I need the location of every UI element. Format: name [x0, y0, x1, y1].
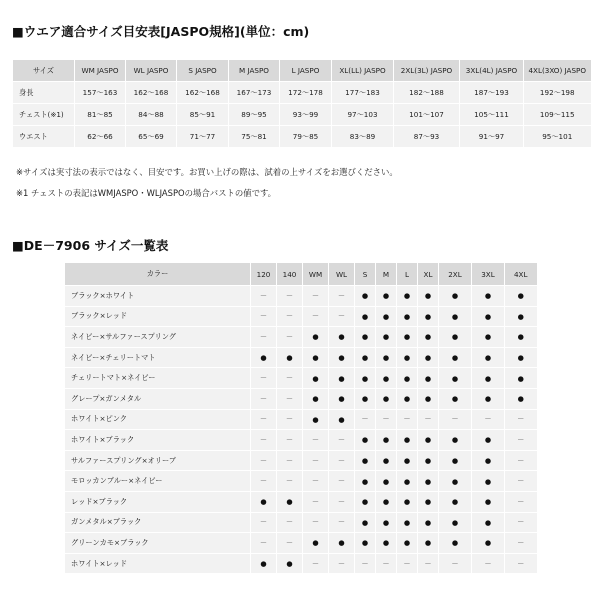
- unavailable-mark: －: [505, 553, 537, 573]
- measurement-value: 97〜103: [332, 104, 394, 126]
- unavailable-mark: －: [355, 409, 376, 430]
- available-mark: ●: [439, 327, 472, 348]
- unavailable-mark: －: [418, 409, 439, 430]
- unavailable-mark: －: [251, 450, 277, 471]
- unavailable-mark: －: [303, 491, 329, 512]
- available-mark: ●: [329, 533, 355, 554]
- available-mark: ●: [376, 533, 397, 554]
- unavailable-mark: －: [505, 471, 537, 492]
- measurement-value: 177〜183: [332, 82, 394, 104]
- size-availability-table: [64, 263, 537, 573]
- available-mark: ●: [439, 368, 472, 389]
- unavailable-mark: －: [277, 533, 303, 554]
- unavailable-mark: －: [329, 430, 355, 451]
- size-column-header: WM JASPO: [75, 60, 126, 82]
- measurement-label: 身長: [13, 82, 75, 104]
- available-mark: ●: [418, 450, 439, 471]
- measurement-value: 75〜81: [229, 126, 280, 148]
- unavailable-mark: －: [277, 430, 303, 451]
- available-mark: ●: [418, 286, 439, 307]
- table-row: [65, 471, 537, 492]
- table-row: [65, 327, 537, 348]
- unavailable-mark: －: [418, 553, 439, 573]
- available-mark: ●: [505, 306, 537, 327]
- available-mark: ●: [439, 533, 472, 554]
- available-mark: ●: [439, 512, 472, 533]
- available-mark: ●: [251, 553, 277, 573]
- measurement-value: 93〜99: [280, 104, 332, 126]
- size-header: 4XL: [505, 263, 537, 286]
- unavailable-mark: －: [277, 368, 303, 389]
- available-mark: ●: [397, 533, 418, 554]
- measurement-value: 105〜111: [460, 104, 524, 126]
- available-mark: ●: [303, 347, 329, 368]
- unavailable-mark: －: [329, 512, 355, 533]
- chest-footnote: ※1 チェストの表記はWMJASPO・WLJASPOの場合バストの値です。: [16, 188, 277, 198]
- available-mark: ●: [505, 388, 537, 409]
- unavailable-mark: －: [329, 306, 355, 327]
- size-chart-header-row: [13, 60, 591, 82]
- unavailable-mark: －: [277, 306, 303, 327]
- available-mark: ●: [329, 409, 355, 430]
- size-header: 120: [251, 263, 277, 286]
- measurement-value: 167〜173: [229, 82, 280, 104]
- available-mark: ●: [472, 512, 505, 533]
- available-mark: ●: [472, 286, 505, 307]
- available-mark: ●: [505, 368, 537, 389]
- table-row: [65, 553, 537, 573]
- unavailable-mark: －: [277, 327, 303, 348]
- unavailable-mark: －: [251, 286, 277, 307]
- size-header: XL: [418, 263, 439, 286]
- available-mark: ●: [418, 327, 439, 348]
- available-mark: ●: [439, 286, 472, 307]
- color-name: グリーンカモ×ブラック: [65, 533, 251, 554]
- unavailable-mark: －: [329, 450, 355, 471]
- available-mark: ●: [376, 512, 397, 533]
- available-mark: ●: [277, 553, 303, 573]
- available-mark: ●: [472, 306, 505, 327]
- available-mark: ●: [418, 491, 439, 512]
- table-row: [65, 450, 537, 471]
- unavailable-mark: －: [472, 409, 505, 430]
- color-name: ホワイト×ブラック: [65, 430, 251, 451]
- available-mark: ●: [418, 533, 439, 554]
- unavailable-mark: －: [277, 388, 303, 409]
- available-mark: ●: [355, 368, 376, 389]
- measurement-value: 109〜115: [524, 104, 591, 126]
- unavailable-mark: －: [505, 409, 537, 430]
- available-mark: ●: [355, 327, 376, 348]
- color-name: チェリートマト×ネイビー: [65, 368, 251, 389]
- available-mark: ●: [397, 430, 418, 451]
- unavailable-mark: －: [251, 327, 277, 348]
- available-mark: ●: [439, 471, 472, 492]
- measurement-label: チェスト(※1): [13, 104, 75, 126]
- unavailable-mark: －: [329, 491, 355, 512]
- available-mark: ●: [505, 286, 537, 307]
- size-column-header: M JASPO: [229, 60, 280, 82]
- table-row: [13, 126, 591, 148]
- available-mark: ●: [472, 327, 505, 348]
- table-row: [65, 286, 537, 307]
- color-column-header: カラー: [65, 263, 251, 286]
- available-mark: ●: [439, 306, 472, 327]
- unavailable-mark: －: [277, 512, 303, 533]
- measurement-value: 101〜107: [394, 104, 460, 126]
- available-mark: ●: [376, 306, 397, 327]
- available-mark: ●: [303, 327, 329, 348]
- unavailable-mark: －: [303, 450, 329, 471]
- unavailable-mark: －: [376, 409, 397, 430]
- table-row: [65, 533, 537, 554]
- measurement-value: 182〜188: [394, 82, 460, 104]
- measurement-value: 65〜69: [126, 126, 177, 148]
- available-mark: ●: [355, 450, 376, 471]
- size-header: S: [355, 263, 376, 286]
- size-header: WM: [303, 263, 329, 286]
- size-chart-table: [12, 60, 591, 147]
- available-mark: ●: [472, 471, 505, 492]
- available-mark: ●: [329, 388, 355, 409]
- unavailable-mark: －: [329, 286, 355, 307]
- available-mark: ●: [397, 306, 418, 327]
- table-row: [65, 512, 537, 533]
- unavailable-mark: －: [303, 286, 329, 307]
- unavailable-mark: －: [505, 430, 537, 451]
- available-mark: ●: [418, 512, 439, 533]
- available-mark: ●: [418, 306, 439, 327]
- available-mark: ●: [472, 491, 505, 512]
- size-column-header: サイズ: [13, 60, 75, 82]
- available-mark: ●: [472, 430, 505, 451]
- unavailable-mark: －: [277, 450, 303, 471]
- table-row: [65, 347, 537, 368]
- unavailable-mark: －: [303, 553, 329, 573]
- available-mark: ●: [376, 491, 397, 512]
- size-column-header: XL(LL) JASPO: [332, 60, 394, 82]
- table-row: [65, 491, 537, 512]
- available-mark: ●: [472, 368, 505, 389]
- table-row: [65, 430, 537, 451]
- unavailable-mark: －: [376, 553, 397, 573]
- unavailable-mark: －: [303, 306, 329, 327]
- available-mark: ●: [355, 491, 376, 512]
- unavailable-mark: －: [505, 450, 537, 471]
- unavailable-mark: －: [251, 533, 277, 554]
- size-header: 140: [277, 263, 303, 286]
- table-row: [65, 409, 537, 430]
- available-mark: ●: [355, 306, 376, 327]
- available-mark: ●: [418, 388, 439, 409]
- unavailable-mark: －: [251, 471, 277, 492]
- unavailable-mark: －: [277, 286, 303, 307]
- available-mark: ●: [303, 533, 329, 554]
- measurement-value: 187〜193: [460, 82, 524, 104]
- available-mark: ●: [355, 512, 376, 533]
- unavailable-mark: －: [472, 553, 505, 573]
- availability-title: ■DE－7906 サイズ一覧表: [12, 238, 169, 253]
- color-name: ガンメタル×ブラック: [65, 512, 251, 533]
- color-name: ホワイト×レッド: [65, 553, 251, 573]
- size-column-header: L JASPO: [280, 60, 332, 82]
- available-mark: ●: [439, 450, 472, 471]
- available-mark: ●: [439, 388, 472, 409]
- color-name: ネイビー×チェリートマト: [65, 347, 251, 368]
- measurement-value: 84〜88: [126, 104, 177, 126]
- available-mark: ●: [472, 388, 505, 409]
- measurement-value: 85〜91: [177, 104, 229, 126]
- measurement-value: 81〜85: [75, 104, 126, 126]
- color-name: グレープ×ガンメタル: [65, 388, 251, 409]
- available-mark: ●: [277, 347, 303, 368]
- measurement-value: 162〜168: [177, 82, 229, 104]
- available-mark: ●: [439, 491, 472, 512]
- size-column-header: WL JASPO: [126, 60, 177, 82]
- available-mark: ●: [397, 347, 418, 368]
- available-mark: ●: [397, 327, 418, 348]
- measurement-value: 79〜85: [280, 126, 332, 148]
- available-mark: ●: [505, 327, 537, 348]
- available-mark: ●: [439, 347, 472, 368]
- available-mark: ●: [397, 286, 418, 307]
- color-name: ホワイト×ピンク: [65, 409, 251, 430]
- availability-header-row: [65, 263, 537, 286]
- measurement-value: 87〜93: [394, 126, 460, 148]
- color-name: ブラック×レッド: [65, 306, 251, 327]
- available-mark: ●: [277, 491, 303, 512]
- color-name: ブラック×ホワイト: [65, 286, 251, 307]
- measurement-value: 157〜163: [75, 82, 126, 104]
- unavailable-mark: －: [439, 553, 472, 573]
- unavailable-mark: －: [251, 368, 277, 389]
- measurement-value: 83〜89: [332, 126, 394, 148]
- color-name: レッド×ブラック: [65, 491, 251, 512]
- available-mark: ●: [355, 471, 376, 492]
- available-mark: ●: [251, 347, 277, 368]
- available-mark: ●: [355, 430, 376, 451]
- available-mark: ●: [397, 512, 418, 533]
- unavailable-mark: －: [505, 491, 537, 512]
- unavailable-mark: －: [505, 533, 537, 554]
- unavailable-mark: －: [329, 471, 355, 492]
- available-mark: ●: [418, 347, 439, 368]
- available-mark: ●: [355, 388, 376, 409]
- available-mark: ●: [397, 471, 418, 492]
- available-mark: ●: [376, 388, 397, 409]
- color-name: モロッカンブルー×ネイビー: [65, 471, 251, 492]
- available-mark: ●: [376, 286, 397, 307]
- available-mark: ●: [376, 327, 397, 348]
- available-mark: ●: [329, 327, 355, 348]
- size-header: 3XL: [472, 263, 505, 286]
- measurement-value: 172〜178: [280, 82, 332, 104]
- available-mark: ●: [303, 409, 329, 430]
- table-row: [13, 82, 591, 104]
- unavailable-mark: －: [251, 306, 277, 327]
- available-mark: ●: [397, 368, 418, 389]
- available-mark: ●: [397, 388, 418, 409]
- table-row: [13, 104, 591, 126]
- unavailable-mark: －: [277, 409, 303, 430]
- size-note: ※サイズは実寸法の表示ではなく、目安です。お買い上げの際は、試着の上サイズをお選びください。: [16, 167, 398, 177]
- size-column-header: 2XL(3L) JASPO: [394, 60, 460, 82]
- table-row: [65, 388, 537, 409]
- available-mark: ●: [303, 388, 329, 409]
- available-mark: ●: [329, 347, 355, 368]
- measurement-value: 95〜101: [524, 126, 591, 148]
- available-mark: ●: [505, 347, 537, 368]
- unavailable-mark: －: [277, 471, 303, 492]
- table-row: [65, 306, 537, 327]
- available-mark: ●: [329, 368, 355, 389]
- size-column-header: S JASPO: [177, 60, 229, 82]
- measurement-value: 71〜77: [177, 126, 229, 148]
- unavailable-mark: －: [251, 388, 277, 409]
- unavailable-mark: －: [251, 409, 277, 430]
- size-header: M: [376, 263, 397, 286]
- measurement-value: 62〜66: [75, 126, 126, 148]
- measurement-value: 192〜198: [524, 82, 591, 104]
- measurement-value: 91〜97: [460, 126, 524, 148]
- available-mark: ●: [418, 368, 439, 389]
- available-mark: ●: [303, 368, 329, 389]
- available-mark: ●: [397, 450, 418, 471]
- available-mark: ●: [472, 347, 505, 368]
- size-header: 2XL: [439, 263, 472, 286]
- unavailable-mark: －: [251, 512, 277, 533]
- measurement-value: 162〜168: [126, 82, 177, 104]
- unavailable-mark: －: [303, 430, 329, 451]
- measurement-value: 89〜95: [229, 104, 280, 126]
- available-mark: ●: [251, 491, 277, 512]
- available-mark: ●: [418, 430, 439, 451]
- color-name: ネイビー×サルファースプリング: [65, 327, 251, 348]
- unavailable-mark: －: [397, 409, 418, 430]
- unavailable-mark: －: [439, 409, 472, 430]
- unavailable-mark: －: [397, 553, 418, 573]
- available-mark: ●: [376, 347, 397, 368]
- available-mark: ●: [397, 491, 418, 512]
- unavailable-mark: －: [251, 430, 277, 451]
- measurement-label: ウエスト: [13, 126, 75, 148]
- available-mark: ●: [472, 533, 505, 554]
- available-mark: ●: [376, 471, 397, 492]
- unavailable-mark: －: [329, 553, 355, 573]
- unavailable-mark: －: [355, 553, 376, 573]
- size-header: WL: [329, 263, 355, 286]
- available-mark: ●: [439, 430, 472, 451]
- available-mark: ●: [376, 430, 397, 451]
- color-name: サルファースプリング×オリーブ: [65, 450, 251, 471]
- unavailable-mark: －: [505, 512, 537, 533]
- size-column-header: 3XL(4L) JASPO: [460, 60, 524, 82]
- available-mark: ●: [355, 286, 376, 307]
- available-mark: ●: [376, 450, 397, 471]
- unavailable-mark: －: [303, 471, 329, 492]
- size-header: L: [397, 263, 418, 286]
- size-column-header: 4XL(3XO) JASPO: [524, 60, 591, 82]
- available-mark: ●: [355, 533, 376, 554]
- size-chart-title: ■ウエア適合サイズ目安表[JASPO規格](単位：cm): [12, 24, 310, 39]
- available-mark: ●: [355, 347, 376, 368]
- table-row: [65, 368, 537, 389]
- available-mark: ●: [472, 450, 505, 471]
- available-mark: ●: [376, 368, 397, 389]
- unavailable-mark: －: [303, 512, 329, 533]
- available-mark: ●: [418, 471, 439, 492]
